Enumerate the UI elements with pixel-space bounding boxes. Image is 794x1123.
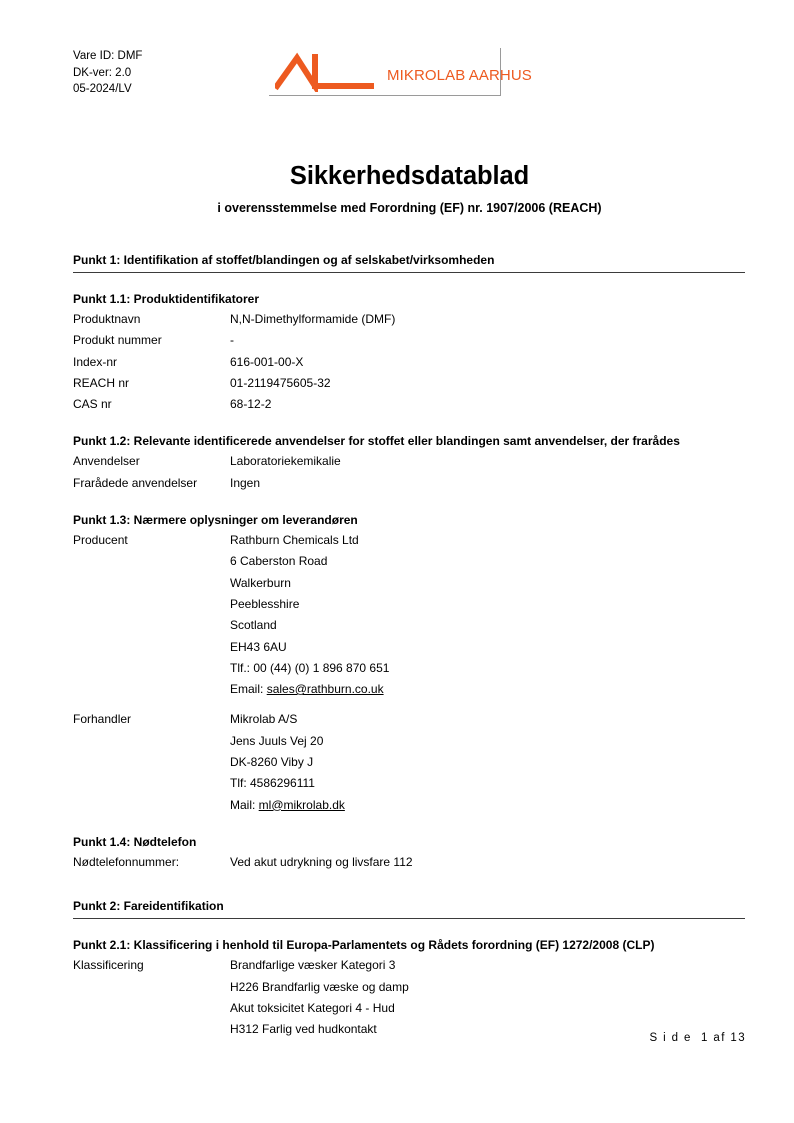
section-2-1-heading: Punkt 2.1: Klassificering i henhold til Europa-Parlamentets og Rådets forordning (EF) 1272/2008 (CLP) [73, 938, 655, 953]
meta-line-vare-id: Vare ID: DMF [73, 50, 143, 62]
table-row [73, 373, 746, 394]
supplier-details [73, 530, 746, 816]
table-row [73, 451, 746, 472]
row-label: CAS nr [73, 397, 112, 412]
address-line: Peeblesshire [230, 596, 300, 611]
row-value: - [230, 333, 234, 348]
row-value: Laboratoriekemikalie [230, 454, 341, 469]
row-value: 68-12-2 [230, 397, 272, 412]
address-line: EH43 6AU [230, 639, 287, 654]
classification-line: H226 Brandfarlig væske og damp [230, 979, 409, 994]
table-row [73, 330, 746, 351]
product-identifiers-list [73, 309, 746, 415]
producer-block [73, 530, 746, 700]
classification-label: Klassificering [73, 958, 144, 973]
dealer-phone: Tlf: 4586296111 [230, 776, 315, 791]
company-logo-text: MIKROLAB AARHUS [387, 67, 532, 84]
address-line: Walkerburn [230, 575, 291, 590]
address-line: Mikrolab A/S [230, 712, 298, 727]
dealer-label: Forhandler [73, 712, 132, 727]
table-row [73, 309, 746, 330]
row-label: Produktnavn [73, 312, 141, 326]
address-line: Jens Juuls Vej 20 [230, 733, 324, 748]
classification-stack [73, 955, 746, 1040]
row-value: Ingen [230, 475, 261, 490]
producer-address [230, 530, 746, 700]
section-1-4-heading: Punkt 1.4: Nødtelefon [73, 834, 197, 849]
section-2 [73, 899, 746, 1040]
spacer [73, 700, 746, 709]
page-subtitle: i overensstemmelse med Forordning (EF) nr. 1907/2006 (REACH) [217, 201, 602, 215]
section-2-heading: Punkt 2: Fareidentifikation [73, 899, 745, 919]
section-1-heading: Punkt 1: Identifikation af stoffet/blandingen og af selskabet/virksomheden [73, 253, 745, 273]
dealer-block [73, 709, 746, 815]
producer-email-link[interactable]: sales@rathburn.co.uk [266, 682, 384, 697]
producer-email-prefix: Email: [230, 682, 267, 697]
emergency-phone-list [73, 852, 746, 873]
table-row [73, 352, 746, 373]
row-label: REACH nr [73, 375, 130, 390]
row-value: 616-001-00-X [230, 354, 304, 369]
section-1 [73, 253, 746, 873]
table-row [73, 473, 746, 494]
meta-line-date-rev: 05-2024/LV [73, 83, 132, 95]
identified-uses-list [73, 451, 746, 494]
dealer-email-line [230, 795, 746, 816]
row-label: Produkt nummer [73, 333, 162, 348]
classification-block [73, 955, 746, 1040]
row-label: Nødtelefonnummer: [73, 854, 180, 869]
address-line: 6 Caberston Road [230, 554, 328, 569]
row-label: Frarådede anvendelser [73, 475, 198, 490]
producer-email-line [230, 679, 746, 700]
document-meta [73, 48, 142, 98]
section-1-1-heading: Punkt 1.1: Produktidentifikatorer [73, 292, 260, 306]
row-value: 01-2119475605-32 [230, 375, 331, 390]
dealer-address [230, 709, 746, 815]
classification-line: H312 Farlig ved hudkontakt [230, 1022, 377, 1037]
address-line: Scotland [230, 618, 277, 633]
row-value: N,N-Dimethylformamide (DMF) [230, 312, 396, 326]
address-line: DK-8260 Viby J [230, 755, 314, 770]
classification-line: Brandfarlige væsker Kategori 3 [230, 958, 396, 973]
dealer-email-prefix: Mail: [230, 797, 259, 812]
section-1-3-heading: Punkt 1.3: Nærmere oplysninger om leverandøren [73, 513, 358, 528]
row-label: Anvendelser [73, 454, 140, 469]
table-row [73, 394, 746, 415]
address-line: Rathburn Chemicals Ltd [230, 533, 359, 548]
row-value: Ved akut udrykning og livsfare 112 [230, 854, 413, 869]
document-header [73, 44, 746, 110]
company-logo [269, 48, 532, 96]
producer-phone: Tlf.: 00 (44) (0) 1 896 870 651 [230, 660, 390, 675]
producer-label: Producent [73, 533, 128, 548]
classification-line: Akut toksicitet Kategori 4 - Hud [230, 1000, 395, 1015]
classification-values [230, 955, 746, 1040]
page-title: Sikkerhedsdatablad [289, 162, 530, 190]
dealer-email-link[interactable]: ml@mikrolab.dk [258, 797, 345, 812]
page-footer: S i d e 1 af 13 [649, 1032, 746, 1044]
row-label: Index-nr [73, 354, 118, 369]
mikrolab-ml-monogram-icon [275, 50, 379, 92]
meta-line-dk-ver: DK-ver: 2.0 [73, 66, 132, 79]
section-1-2-heading: Punkt 1.2: Relevante identificerede anvendelser for stoffet eller blandingen samt anvendelser, der frarådes [73, 434, 680, 449]
table-row [73, 852, 746, 873]
